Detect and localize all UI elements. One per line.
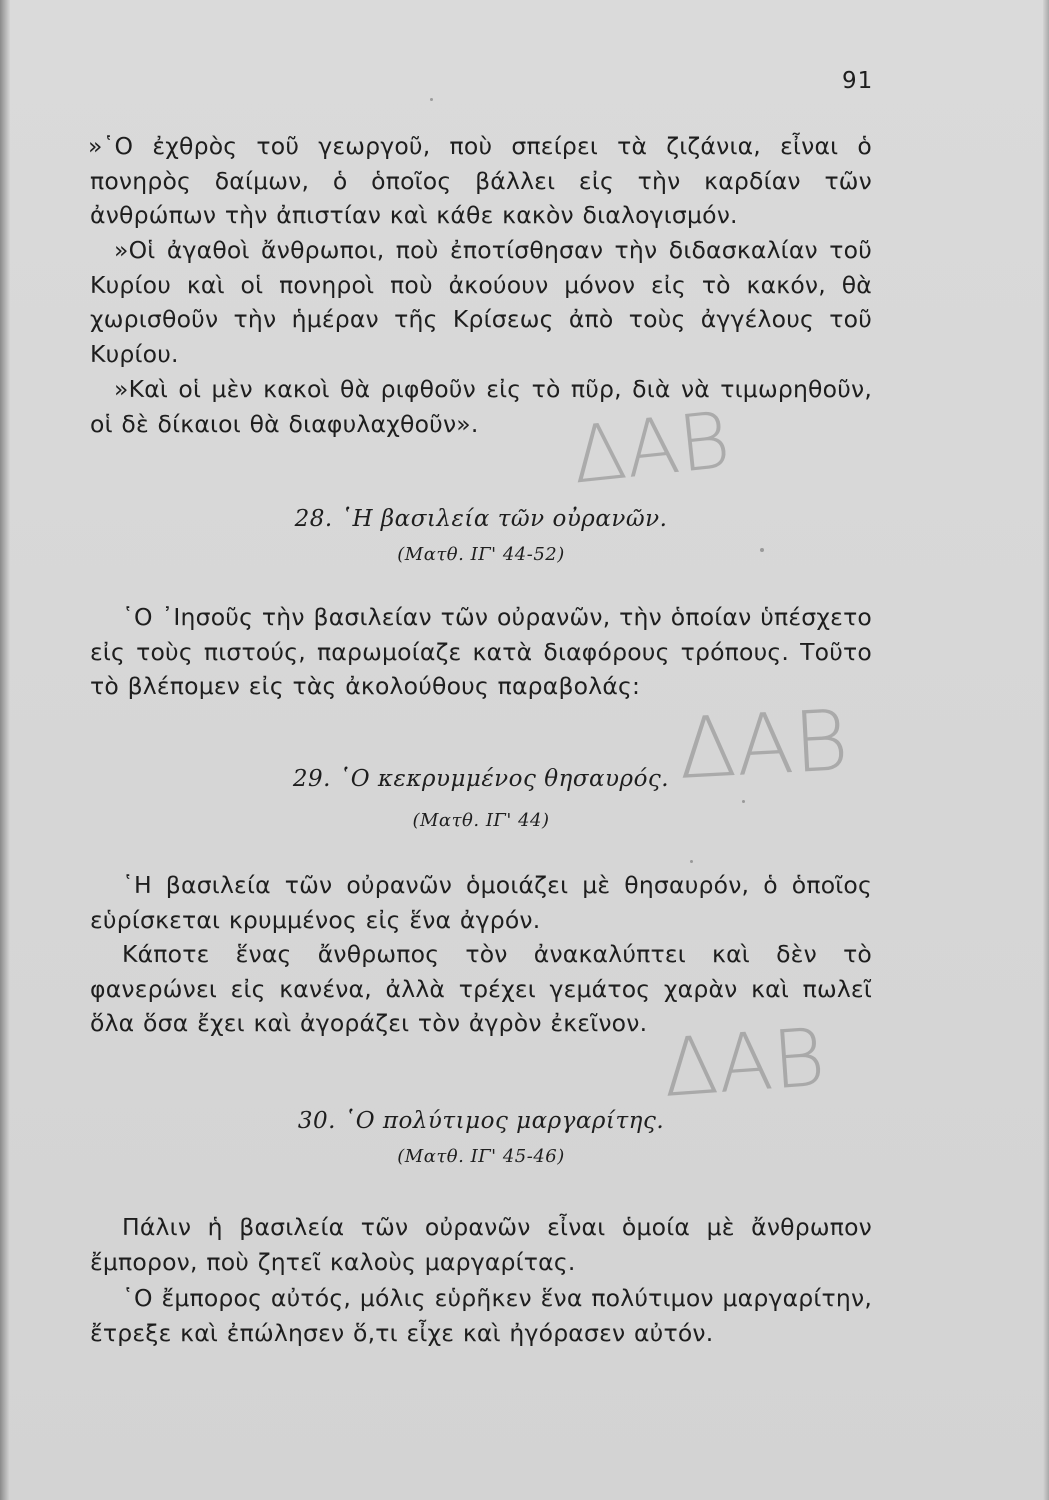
section-reference-28: (Ματθ. ΙΓ' 44-52) [397, 544, 565, 565]
paragraph-pearl-1: Πάλιν ἡ βασιλεία τῶν οὐρανῶν εἶναι ὁμοία μὲ ἄνθρωπον ἔμπορον, ποὺ ζητεῖ καλοὺς μαργαρίτας. [90, 1213, 872, 1276]
paragraph-pearl-2: ῾Ο ἔμπορος αὐτός, μόλις εὑρῆκεν ἕνα πολύτιμον μαργαρίτην, ἔτρεξε καὶ ἐπώλησεν ὅ,τι εἶχε καὶ ἠγόρασεν αὐτόν. [90, 1284, 872, 1347]
paragraph-section-28: ῾Ο ᾿Ιησοῦς τὴν βασιλείαν τῶν οὐρανῶν, τὴν ὁποίαν ὑπέσχετο εἰς τοὺς πιστούς, παρωμοίαζε κατὰ διαφόρους τρόπους. Τοῦτο τὸ βλέπομεν εἰς τὰς ἀκολούθους παραβολάς: [90, 603, 872, 701]
section-reference-29: (Ματθ. ΙΓ' 44) [412, 810, 550, 831]
section-heading-28: 28. ῾Η βασιλεία τῶν οὐρανῶν. [294, 506, 668, 532]
page-left-edge-shadow [0, 0, 10, 1500]
dust-speck [430, 98, 433, 101]
section-heading-29: 29. ῾Ο κεκρυμμένος θησαυρός. [292, 766, 670, 792]
dust-speck [690, 860, 693, 863]
paragraph-punishment: »Καὶ οἱ μὲν κακοὶ θὰ ριφθοῦν εἰς τὸ πῦρ, διὰ νὰ τιμωρηθοῦν, οἱ δὲ δίκαιοι θὰ διαφυλαχθοῦν». [90, 375, 872, 438]
pencil-annotation-1: ΔΑΒ [568, 395, 735, 502]
dust-speck [742, 800, 745, 803]
paragraph-good-and-evil-men: »Οἱ ἀγαθοὶ ἄνθρωποι, ποὺ ἐποτίσθησαν τὴν διδασκαλίαν τοῦ Κυρίου καὶ οἱ πονηροὶ ποὺ ἀκούουν μόνον εἰς τὸ κακόν, θὰ χωρισθοῦν τὴν ἡμέραν τῆς Κρίσεως ἀπὸ τοὺς ἀγγέλους τοῦ Κυρίου. [90, 236, 872, 368]
pencil-annotation-3: ΔΑΒ [660, 1010, 828, 1115]
dust-speck [760, 548, 764, 552]
section-reference-30: (Ματθ. ΙΓ' 45-46) [397, 1146, 565, 1167]
page-right-edge-shadow [1043, 0, 1049, 1500]
paragraph-treasure-1: ῾Η βασιλεία τῶν οὐρανῶν ὁμοιάζει μὲ θησαυρόν, ὁ ὁποῖος εὑρίσκεται κρυμμένος εἰς ἕνα ἀγρόν. [90, 871, 872, 934]
section-heading-30: 30. ῾Ο πολύτιμος μαργαρίτης. [297, 1108, 665, 1134]
page-number: 91 [842, 68, 874, 94]
paragraph-treasure-2: Κάποτε ἕνας ἄνθρωπος τὸν ἀνακαλύπτει καὶ δὲν τὸ φανερώνει εἰς κανένα, ἀλλὰ τρέχει γεμάτος χαρὰν καὶ πωλεῖ ὅλα ὅσα ἔχει καὶ ἀγοράζει τὸν ἀγρὸν ἐκεῖνον. [90, 940, 872, 1038]
pencil-annotation-2: ΔΑΒ [676, 691, 851, 798]
paragraph-enemy-farmer: »῾Ο ἐχθρὸς τοῦ γεωργοῦ, ποὺ σπείρει τὰ ζιζάνια, εἶναι ὁ πονηρὸς δαίμων, ὁ ὁποῖος βάλλει εἰς τὴν καρδίαν τῶν ἀνθρώπων τὴν ἀπιστίαν καὶ κάθε κακὸν διαλογισμόν. [88, 132, 872, 230]
